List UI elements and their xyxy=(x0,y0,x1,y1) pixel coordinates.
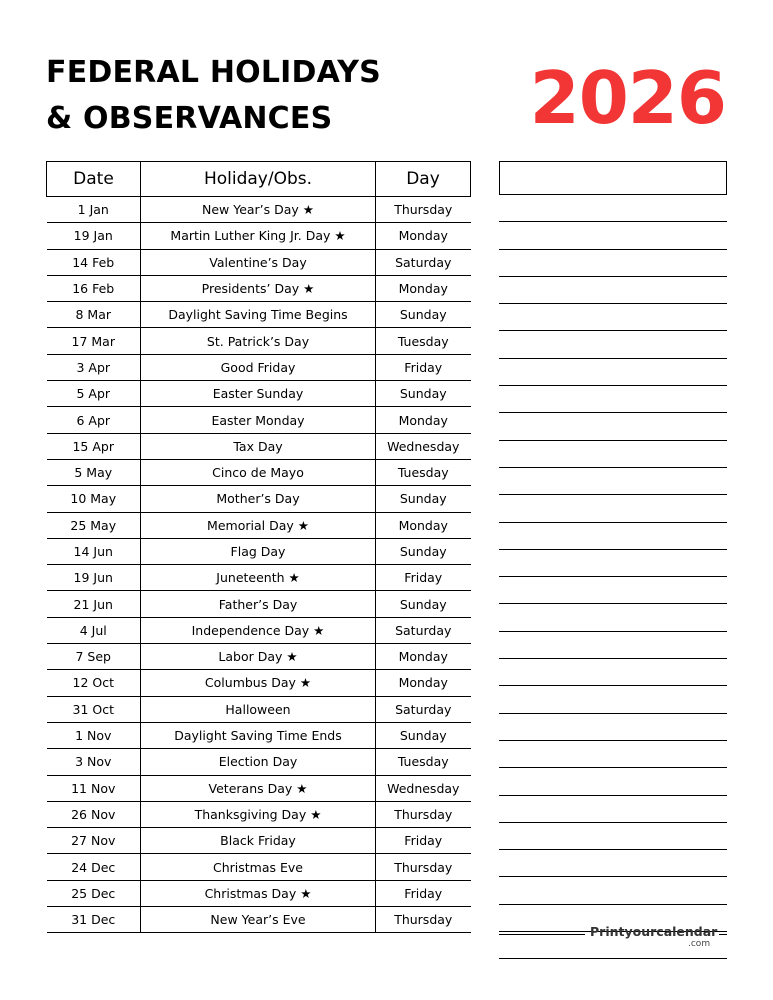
page-title xyxy=(46,50,381,142)
cell-date: 31 Oct xyxy=(47,696,141,722)
table-row xyxy=(47,591,471,617)
table-row xyxy=(47,328,471,354)
cell-holiday: Thanksgiving Day ★ xyxy=(141,801,376,827)
cell-day: Monday xyxy=(376,275,471,301)
table-row xyxy=(47,644,471,670)
cell-holiday: St. Patrick’s Day xyxy=(141,328,376,354)
cell-holiday: Labor Day ★ xyxy=(141,644,376,670)
note-line xyxy=(499,441,727,468)
brand-logo-text: Printyourcalendar xyxy=(590,924,718,939)
table-row xyxy=(47,249,471,275)
cell-day: Thursday xyxy=(376,197,471,223)
cell-date: 1 Nov xyxy=(47,722,141,748)
footer-rule-left xyxy=(499,934,585,935)
cell-holiday: Columbus Day ★ xyxy=(141,670,376,696)
cell-day: Thursday xyxy=(376,854,471,880)
note-line xyxy=(499,604,727,631)
table-row xyxy=(47,722,471,748)
table-row xyxy=(47,670,471,696)
cell-holiday: Tax Day xyxy=(141,433,376,459)
cell-day: Thursday xyxy=(376,907,471,933)
brand-logo-tld: .com xyxy=(688,939,711,949)
cell-day: Tuesday xyxy=(376,749,471,775)
note-line xyxy=(499,359,727,386)
cell-day: Wednesday xyxy=(376,433,471,459)
note-line xyxy=(499,550,727,577)
cell-holiday: Christmas Eve xyxy=(141,854,376,880)
cell-day: Thursday xyxy=(376,801,471,827)
table-row xyxy=(47,801,471,827)
year-heading: 2026 xyxy=(529,56,726,140)
cell-day: Saturday xyxy=(376,617,471,643)
cell-holiday: Daylight Saving Time Ends xyxy=(141,722,376,748)
table-row xyxy=(47,512,471,538)
cell-date: 12 Oct xyxy=(47,670,141,696)
cell-holiday: Father’s Day xyxy=(141,591,376,617)
note-line xyxy=(499,222,727,249)
table-row xyxy=(47,275,471,301)
cell-holiday: Flag Day xyxy=(141,538,376,564)
note-line xyxy=(499,686,727,713)
notes-column xyxy=(499,161,727,959)
cell-date: 6 Apr xyxy=(47,407,141,433)
cell-date: 25 Dec xyxy=(47,880,141,906)
page-title-line-2: & OBSERVANCES xyxy=(46,101,333,136)
note-line xyxy=(499,796,727,823)
cell-day: Tuesday xyxy=(376,459,471,485)
cell-holiday: New Year’s Day ★ xyxy=(141,197,376,223)
table-row xyxy=(47,880,471,906)
cell-day: Sunday xyxy=(376,591,471,617)
cell-holiday: Daylight Saving Time Begins xyxy=(141,302,376,328)
cell-day: Saturday xyxy=(376,696,471,722)
cell-holiday: Presidents’ Day ★ xyxy=(141,275,376,301)
cell-date: 5 May xyxy=(47,459,141,485)
cell-day: Sunday xyxy=(376,302,471,328)
cell-day: Saturday xyxy=(376,249,471,275)
table-row xyxy=(47,854,471,880)
table-row xyxy=(47,565,471,591)
cell-holiday: Juneteenth ★ xyxy=(141,565,376,591)
cell-date: 1 Jan xyxy=(47,197,141,223)
cell-date: 25 May xyxy=(47,512,141,538)
table-row xyxy=(47,354,471,380)
note-line xyxy=(499,823,727,850)
table-row xyxy=(47,302,471,328)
cell-date: 7 Sep xyxy=(47,644,141,670)
cell-date: 4 Jul xyxy=(47,617,141,643)
cell-holiday: Easter Sunday xyxy=(141,381,376,407)
note-line xyxy=(499,714,727,741)
column-header-date: Date xyxy=(47,162,141,197)
table-row xyxy=(47,433,471,459)
cell-holiday: Christmas Day ★ xyxy=(141,880,376,906)
cell-holiday: Martin Luther King Jr. Day ★ xyxy=(141,223,376,249)
note-line xyxy=(499,331,727,358)
note-line xyxy=(499,468,727,495)
cell-day: Monday xyxy=(376,407,471,433)
table-row xyxy=(47,907,471,933)
note-line xyxy=(499,250,727,277)
cell-day: Monday xyxy=(376,644,471,670)
note-line xyxy=(499,277,727,304)
cell-date: 26 Nov xyxy=(47,801,141,827)
cell-date: 3 Nov xyxy=(47,749,141,775)
footer-brand xyxy=(499,924,727,952)
cell-day: Monday xyxy=(376,223,471,249)
note-line xyxy=(499,850,727,877)
cell-date: 19 Jun xyxy=(47,565,141,591)
cell-date: 8 Mar xyxy=(47,302,141,328)
cell-holiday: Good Friday xyxy=(141,354,376,380)
table-row xyxy=(47,459,471,485)
cell-day: Monday xyxy=(376,670,471,696)
column-header-day: Day xyxy=(376,162,471,197)
column-header-holiday: Holiday/Obs. xyxy=(141,162,376,197)
cell-day: Tuesday xyxy=(376,328,471,354)
note-line xyxy=(499,632,727,659)
cell-day: Sunday xyxy=(376,381,471,407)
note-line xyxy=(499,741,727,768)
footer-rule-right xyxy=(719,934,727,935)
cell-holiday: Easter Monday xyxy=(141,407,376,433)
table-row xyxy=(47,407,471,433)
table-row xyxy=(47,223,471,249)
table-row xyxy=(47,775,471,801)
cell-date: 10 May xyxy=(47,486,141,512)
note-line xyxy=(499,195,727,222)
cell-date: 14 Jun xyxy=(47,538,141,564)
cell-holiday: Halloween xyxy=(141,696,376,722)
cell-date: 27 Nov xyxy=(47,828,141,854)
note-line xyxy=(499,659,727,686)
cell-date: 11 Nov xyxy=(47,775,141,801)
cell-holiday: Valentine’s Day xyxy=(141,249,376,275)
cell-date: 5 Apr xyxy=(47,381,141,407)
cell-day: Wednesday xyxy=(376,775,471,801)
note-line xyxy=(499,304,727,331)
cell-day: Friday xyxy=(376,565,471,591)
table-row xyxy=(47,486,471,512)
table-row xyxy=(47,696,471,722)
cell-date: 16 Feb xyxy=(47,275,141,301)
cell-holiday: Black Friday xyxy=(141,828,376,854)
table-row xyxy=(47,828,471,854)
notes-header-box xyxy=(499,161,727,195)
table-row xyxy=(47,381,471,407)
cell-date: 17 Mar xyxy=(47,328,141,354)
cell-holiday: Memorial Day ★ xyxy=(141,512,376,538)
cell-day: Friday xyxy=(376,880,471,906)
cell-date: 21 Jun xyxy=(47,591,141,617)
cell-date: 19 Jan xyxy=(47,223,141,249)
cell-date: 31 Dec xyxy=(47,907,141,933)
note-line xyxy=(499,495,727,522)
note-line xyxy=(499,577,727,604)
table-row xyxy=(47,538,471,564)
cell-holiday: Cinco de Mayo xyxy=(141,459,376,485)
holidays-table xyxy=(46,161,471,933)
cell-day: Monday xyxy=(376,512,471,538)
cell-holiday: New Year’s Eve xyxy=(141,907,376,933)
cell-day: Friday xyxy=(376,354,471,380)
note-line xyxy=(499,413,727,440)
cell-holiday: Election Day xyxy=(141,749,376,775)
note-line xyxy=(499,877,727,904)
cell-day: Friday xyxy=(376,828,471,854)
cell-holiday: Independence Day ★ xyxy=(141,617,376,643)
cell-day: Sunday xyxy=(376,486,471,512)
cell-holiday: Veterans Day ★ xyxy=(141,775,376,801)
cell-holiday: Mother’s Day xyxy=(141,486,376,512)
cell-day: Sunday xyxy=(376,538,471,564)
page-title-line-1: FEDERAL HOLIDAYS xyxy=(46,55,381,90)
table-row xyxy=(47,617,471,643)
table-row xyxy=(47,197,471,223)
note-line xyxy=(499,523,727,550)
table-row xyxy=(47,749,471,775)
note-line xyxy=(499,768,727,795)
table-header-row xyxy=(47,162,471,197)
notes-lines xyxy=(499,195,727,959)
cell-date: 15 Apr xyxy=(47,433,141,459)
note-line xyxy=(499,386,727,413)
cell-day: Sunday xyxy=(376,722,471,748)
cell-date: 14 Feb xyxy=(47,249,141,275)
cell-date: 3 Apr xyxy=(47,354,141,380)
cell-date: 24 Dec xyxy=(47,854,141,880)
